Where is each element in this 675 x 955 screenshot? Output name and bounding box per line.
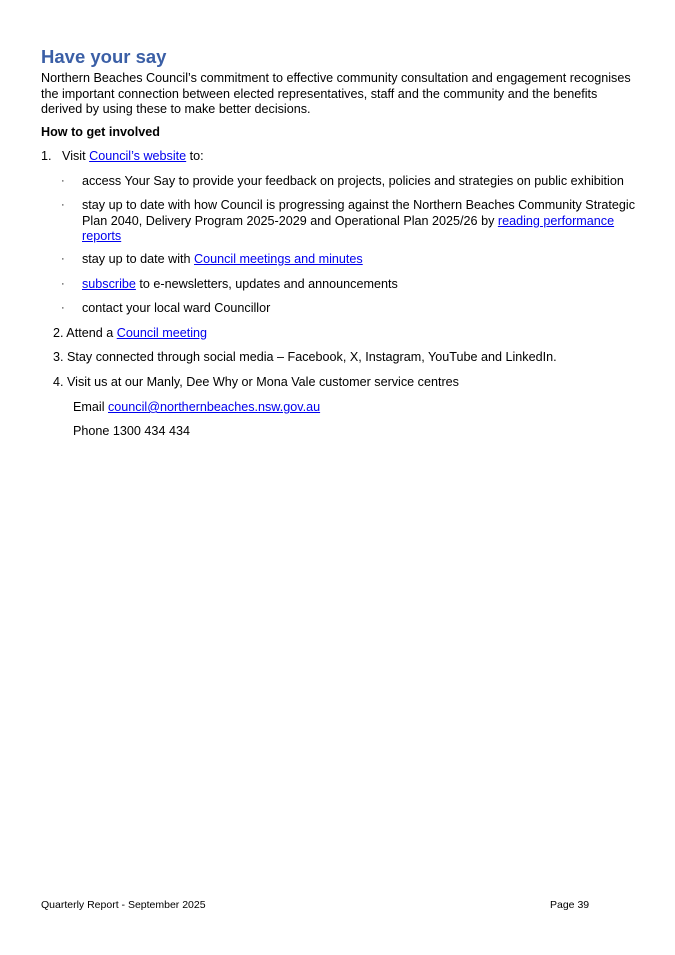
bullet-icon: · [61, 278, 65, 290]
bullet-icon: · [61, 175, 65, 187]
subscribe-link[interactable]: subscribe [82, 277, 136, 291]
page-title: Have your say [41, 46, 167, 67]
list-item-text: Visit [62, 149, 90, 163]
council-website-link[interactable]: Council’s website [89, 149, 187, 163]
footer-page-number: Page 39 [550, 899, 590, 911]
performance-reports-link[interactable]: reading performance reports [82, 213, 615, 243]
email-label: Email [73, 400, 108, 414]
bullet-text: stay up to date with [82, 252, 195, 266]
council-meeting-link[interactable]: Council meeting [116, 326, 208, 340]
list-item-2 [53, 326, 207, 342]
intro-paragraph: Northern Beaches Council’s commitment to effective community consultation and engagement recognises the important connection between elected representatives, staff and the community and the benefits derived by using these to make better decisions. [41, 71, 631, 116]
bullet-item [82, 252, 642, 268]
list-item-text: to: [186, 149, 204, 163]
council-meetings-minutes-link[interactable]: Council meetings and minutes [194, 252, 363, 266]
bullet-item: access Your Say to provide your feedback on projects, policies and strategies on public exhibition [82, 174, 624, 188]
section-subheading: How to get involved [41, 125, 160, 139]
email-link[interactable]: council@northernbeaches.nsw.gov.au [108, 400, 321, 414]
bullet-item [82, 277, 642, 293]
bullet-item: contact your local ward Councillor [82, 301, 271, 315]
bullet-icon: · [61, 253, 65, 265]
list-item-text: 2. Attend a [53, 326, 117, 340]
bullet-item [82, 198, 642, 245]
bullet-text: to e-newsletters, updates and announcements [135, 277, 398, 291]
bullet-icon: · [61, 199, 65, 211]
list-item-3: 3. Stay connected through social media – Facebook, X, Instagram, YouTube and LinkedIn. [53, 350, 557, 364]
bullet-text: stay up to date with how Council is progressing against the Northern Beaches Community Strategic Plan 2040, Delivery Program 2025-2029 and Operational Plan 2025/26 by [82, 198, 636, 228]
list-item-4: 4. Visit us at our Manly, Dee Why or Mona Vale customer service centres [53, 375, 459, 389]
footer-report-title: Quarterly Report - September 2025 [41, 899, 206, 911]
list-number: 1. [41, 149, 52, 163]
email-line [73, 400, 320, 416]
bullet-icon: · [61, 302, 65, 314]
list-item-1 [41, 149, 204, 165]
phone-line: Phone 1300 434 434 [73, 424, 190, 438]
